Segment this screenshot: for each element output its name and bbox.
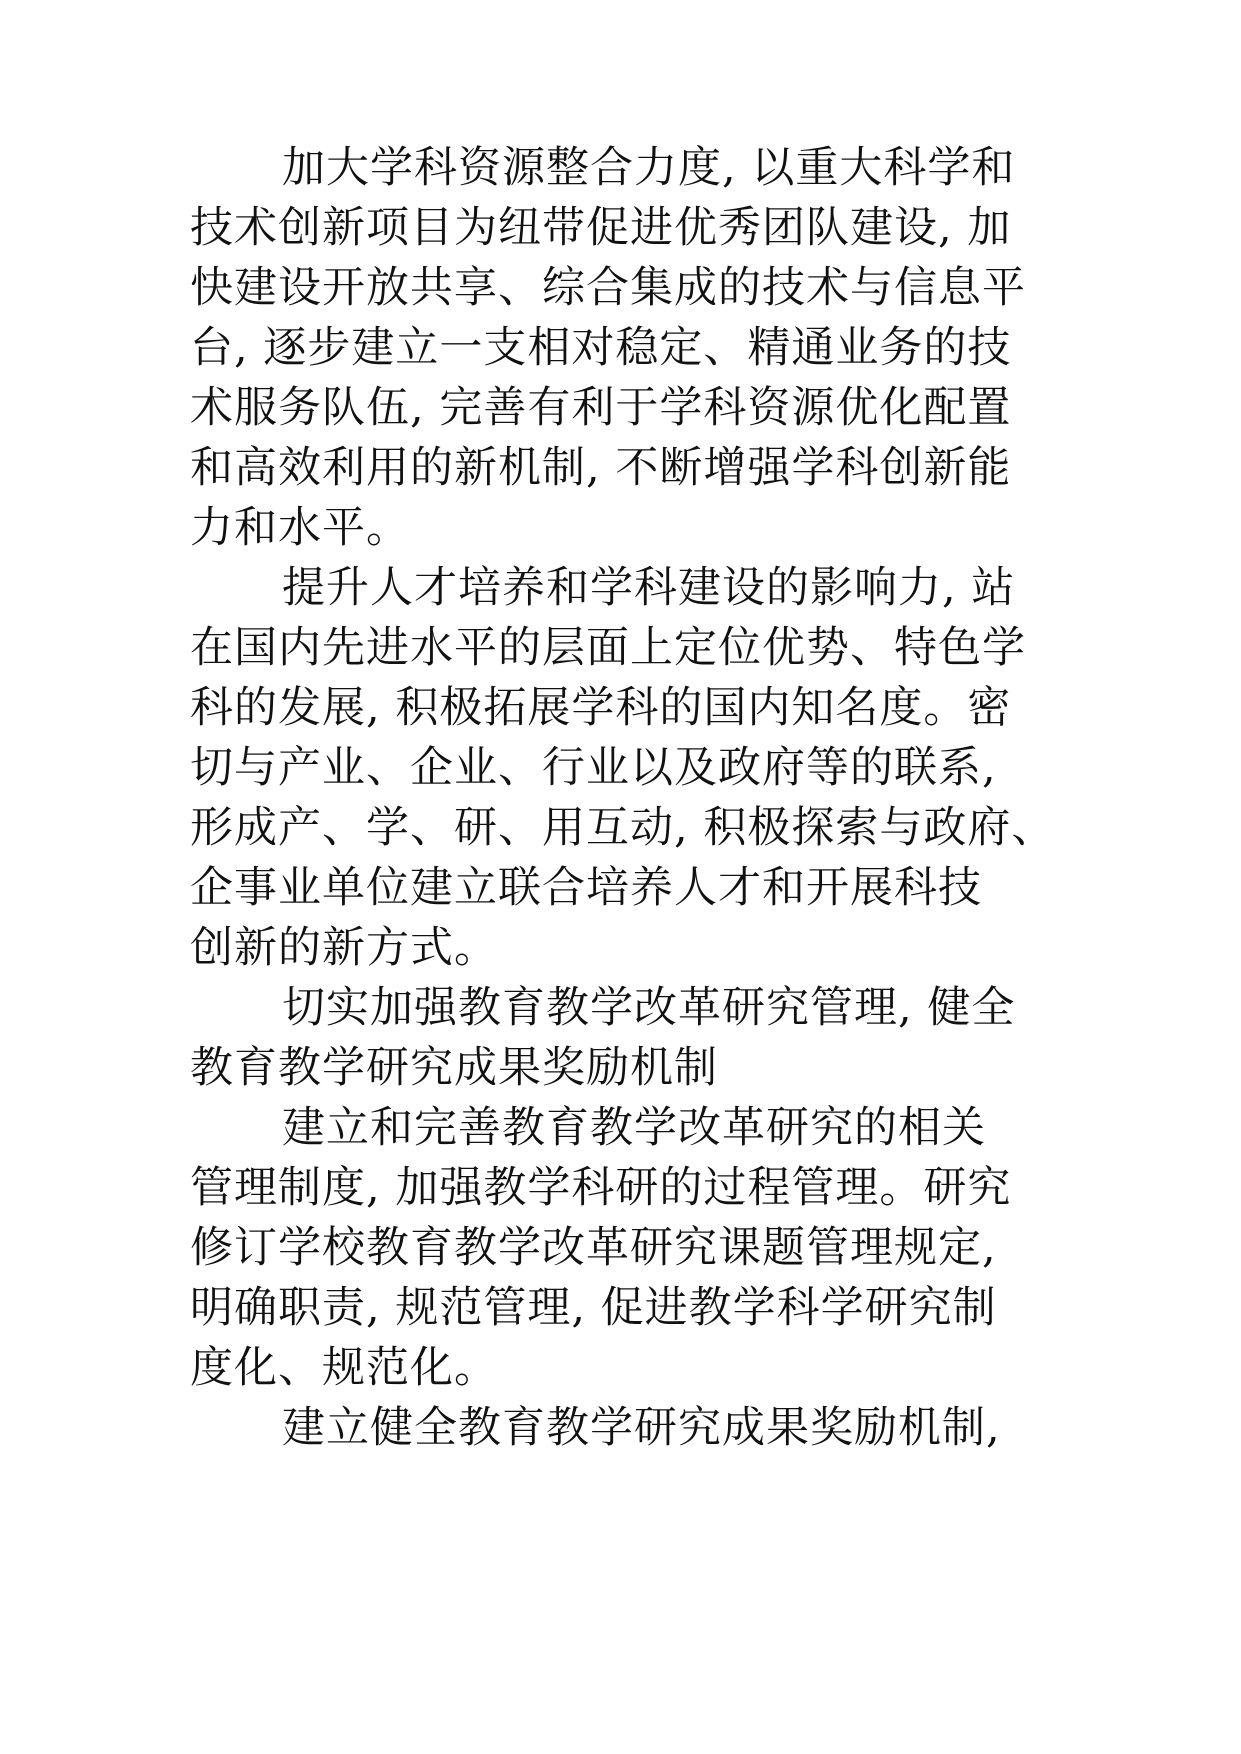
text-line: 建立健全教育教学研究成果奖励机制,: [282, 1403, 1001, 1453]
text-line: 明确职责, 规范管理, 促进教学科学研究制: [190, 1283, 997, 1333]
text-line: 建立和完善教育教学改革研究的相关: [282, 1103, 986, 1153]
section-heading-line: 切实加强教育教学改革研究管理, 健全: [282, 983, 1016, 1033]
text-line: 提升人才培养和学科建设的影响力, 站: [282, 563, 1016, 613]
text-line: 加大学科资源整合力度, 以重大科学和: [282, 143, 1016, 193]
text-line: 管理制度, 加强教学科研的过程管理。研究: [190, 1163, 1012, 1213]
text-line: 在国内先进水平的层面上定位优势、特色学: [190, 623, 1026, 673]
text-line: 快建设开放共享、综合集成的技术与信息平: [190, 263, 1026, 313]
text-line: 台, 逐步建立一支相对稳定、精通业务的技: [190, 323, 1012, 373]
text-line: 修订学校教育教学改革研究课题管理规定,: [190, 1223, 997, 1273]
section-heading-line: 教育教学研究成果奖励机制: [190, 1043, 718, 1093]
text-line: 度化、规范化。: [190, 1343, 498, 1393]
text-line: 企事业单位建立联合培养人才和开展科技: [190, 863, 982, 913]
text-line: 创新的新方式。: [190, 923, 498, 973]
text-line: 科的发展, 积极拓展学科的国内知名度。密: [190, 683, 1012, 733]
text-line: 力和水平。: [190, 503, 410, 553]
text-line: 术服务队伍, 完善有利于学科资源优化配置: [190, 383, 1012, 433]
text-line: 切与产业、企业、行业以及政府等的联系,: [190, 743, 997, 793]
text-line: 形成产、学、研、用互动, 积极探索与政府、: [190, 803, 1056, 853]
text-line: 技术创新项目为纽带促进优秀团队建设, 加: [190, 203, 1012, 253]
text-line: 和高效利用的新机制, 不断增强学科创新能: [190, 443, 1012, 493]
